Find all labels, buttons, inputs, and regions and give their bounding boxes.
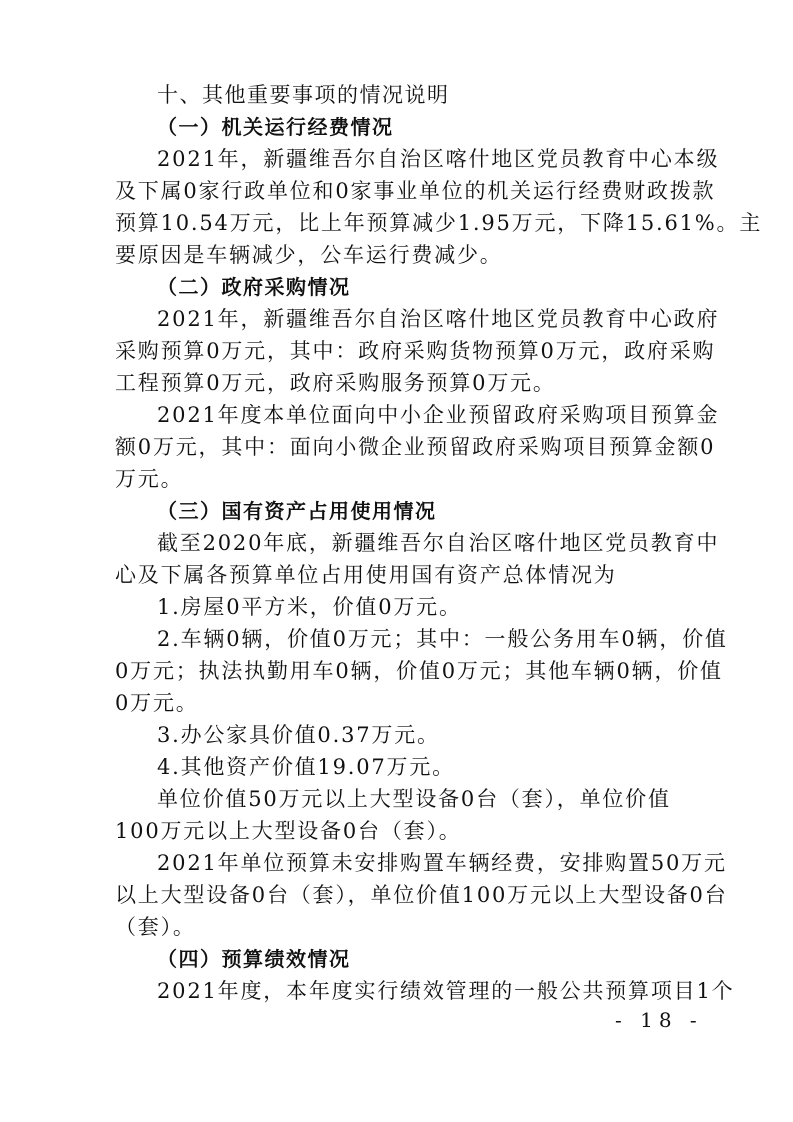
subsection-title-performance: （四）预算绩效情况 [157, 947, 351, 971]
paragraph-line: 0万元。 [115, 691, 199, 715]
section-heading-10: 十、其他重要事项的情况说明 [157, 83, 450, 107]
paragraph-line: 万元。 [115, 467, 184, 491]
paragraph-line: 额0万元，其中：面向小微企业预留政府采购项目预算金额0 [115, 435, 716, 459]
paragraph-line: 要原因是车辆减少，公车运行费减少。 [115, 243, 503, 267]
paragraph-line: 3.办公家具价值0.37万元。 [157, 723, 440, 747]
paragraph-line: 2021年，新疆维吾尔自治区喀什地区党员教育中心本级 [157, 147, 720, 171]
paragraph-line: 4.其他资产价值19.07万元。 [157, 755, 455, 779]
paragraph-line: 截至2020年底，新疆维吾尔自治区喀什地区党员教育中 [157, 531, 720, 555]
subsection-title-operating-costs: （一）机关运行经费情况 [157, 115, 394, 139]
paragraph-line: 预算10.54万元，比上年预算减少1.95万元，下降15.61%。主 [115, 211, 763, 235]
page-number: - 18 - [615, 1008, 703, 1032]
paragraph-line: 0万元；执法执勤用车0辆，价值0万元；其他车辆0辆，价值 [115, 659, 723, 683]
paragraph-line: 心及下属各预算单位占用使用国有资产总体情况为 [115, 563, 617, 587]
paragraph-line: 及下属0家行政单位和0家事业单位的机关运行经费财政拨款 [115, 179, 716, 203]
paragraph-line: 单位价值50万元以上大型设备0台（套），单位价值 [157, 787, 671, 811]
paragraph-line: 2021年，新疆维吾尔自治区喀什地区党员教育中心政府 [157, 307, 720, 331]
paragraph-line: 采购预算0万元，其中：政府采购货物预算0万元，政府采购 [115, 339, 716, 363]
subsection-title-state-assets: （三）国有资产占用使用情况 [157, 499, 437, 523]
paragraph-line: 工程预算0万元，政府采购服务预算0万元。 [115, 371, 556, 395]
subsection-title-procurement: （二）政府采购情况 [157, 275, 351, 299]
paragraph-line: 2021年单位预算未安排购置车辆经费，安排购置50万元 [157, 851, 727, 875]
paragraph-line: 以上大型设备0台（套），单位价值100万元以上大型设备0台 [115, 883, 728, 907]
paragraph-line: （套）。 [115, 915, 196, 939]
paragraph-line: 2021年度本单位面向中小企业预留政府采购项目预算金 [157, 403, 720, 427]
paragraph-line: 2.车辆0辆，价值0万元；其中：一般公务用车0辆，价值 [157, 627, 728, 651]
paragraph-line: 1.房屋0平方米，价值0万元。 [157, 595, 462, 619]
paragraph-line: 2021年度，本年度实行绩效管理的一般公共预算项目1个 [157, 979, 735, 1003]
paragraph-line: 100万元以上大型设备0台（套）。 [115, 819, 462, 843]
